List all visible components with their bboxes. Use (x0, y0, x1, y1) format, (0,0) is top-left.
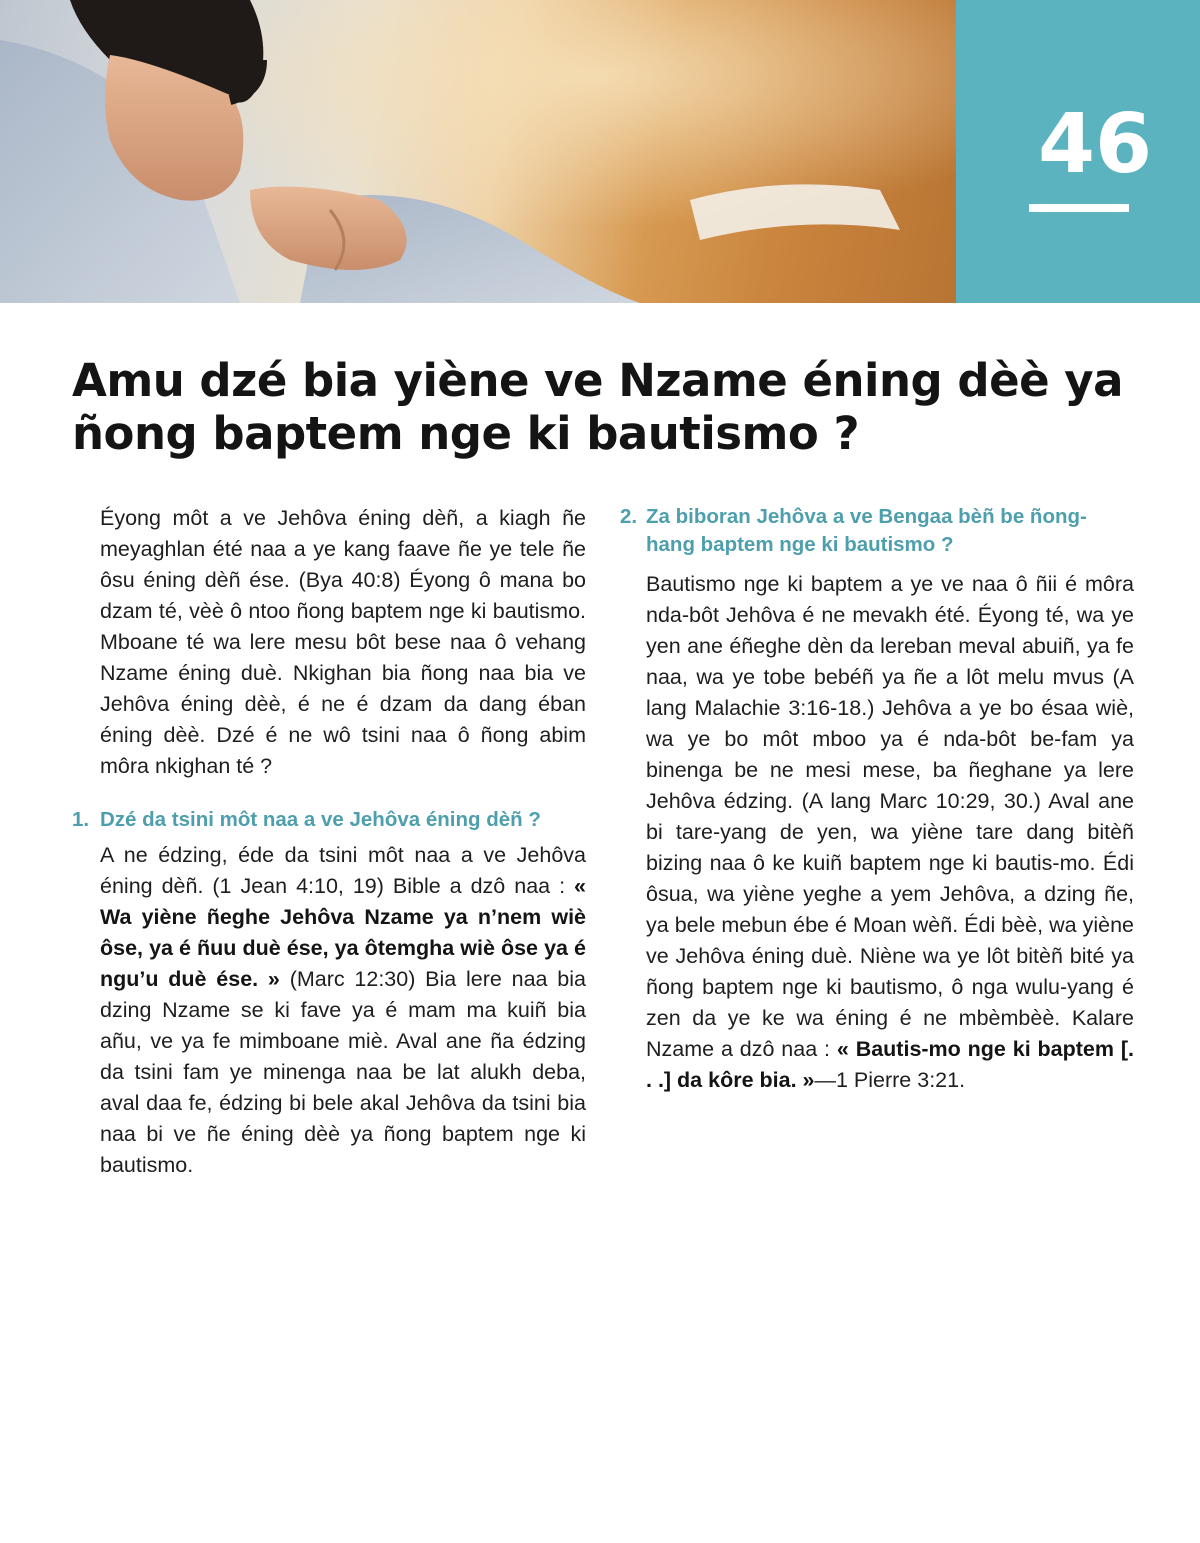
question-1-text: Dzé da tsini môt naa a ve Jehôva éning dèñ ? (100, 808, 541, 831)
chapter-number: 46 (1037, 97, 1153, 192)
question-2-text: Za biboran Jehôva a ve Bengaa bèñ be ñong-hang baptem nge ki bautismo ? (646, 505, 1087, 556)
answer-2-text-before-quote: Bautismo nge ki baptem a ye ve naa ô ñii é môra nda-bôt Jehôva é ne mevakh été. Éyong té, wa ye yen ane éñeghe dèn da lereban meval abuiñ, ya fe naa, wa ye tobe bebéñ ya ñe a lôt melu mvus (A lang Malachie 3:16-18.) Jehôva a ye bo ésaa wiè, wa ye bo môt mboo ya é nda-bôt be-fam ya binenga be ne mesi mese, ba ñeghane ya lere Jehôva édzing. (A lang Marc 10:29, 30.) Aval ane bi tare-yang de yen, wa yiène tare dang bitèñ bizing naa ô ke kuiñ baptem nge ki bautis-mo. Édi ôsua, wa yiène yeghe a yem Jehôva, a dzing ñe, ya bele mebun ébe é Moan wèñ. Édi bèè, wa yiène ve Jehôva éning duè. Niène wa ye lôt bitèñ bité ya ñong baptem nge ki bautismo, ô nga wulu-yang é zen da ye ke wa éning é ne mbèmbèè. Kalare Nzame a dzô naa : (646, 572, 1134, 1061)
question-1-heading (72, 806, 586, 834)
intro-paragraph: Éyong môt a ve Jehôva éning dèñ, a kiagh ñe meyaghlan été naa a ye kang faave ñe ye tele ñe ôsu éning dèñ ése. (Bya 40:8) Éyong ô mana bo dzam té, vèè ô ntoo ñong baptem nge ki bautismo. Mboane té wa lere mesu bôt bese naa ô vehang Nzame éning duè. Nkighan bia ñong naa bia ve Jehôva éning dèè, é ne é dzam da dang éban éning dèè. Dzé é ne wô tsini naa ô ñong abim môra nkighan té ? (100, 506, 586, 778)
answer-2-text-after-quote: —1 Pierre 3:21. (814, 1068, 966, 1092)
question-2-number: 2. (620, 505, 638, 528)
answer-1-text-before-quote: A ne édzing, éde da tsini môt naa a ve Jehôva éning dèñ. (1 Jean 4:10, 19) Bible a dzô naa : (100, 843, 586, 898)
left-column (72, 503, 587, 1181)
chapter-rule (1029, 204, 1129, 212)
page-title: Amu dzé bia yiène ve Nzame éning dèè ya ñong baptem nge ki bautismo ? (72, 354, 1124, 460)
header-photo (0, 0, 956, 303)
answer-1-scripture-quote: « Wa yiène ñeghe Jehôva Nzame ya n’nem wiè ôse, ya é ñuu duè ése, ya ôtemgha wiè ôse ya é ngu’u duè ése. » (100, 874, 587, 991)
question-2-heading (620, 503, 1134, 559)
question-1-number: 1. (72, 808, 90, 831)
praying-man-photo (0, 0, 956, 303)
answer-2-paragraph (646, 569, 1134, 1096)
chapter-number-box (956, 0, 1200, 303)
right-column (620, 503, 1134, 1096)
answer-1-text-after-quote: (Marc 12:30) Bia lere naa bia dzing Nzame se ki fave ya é mam ma kuiñ bia añu, ve ya fe mimboane miè. Aval ane ña édzing da tsini fam ye minenga naa be lat alukh deba, aval daa fe, édzing bi bele akal Jehôva da tsini bia naa bi ve ñe éning dèè ya ñong baptem nge ki bautismo. (100, 967, 586, 1177)
answer-1-paragraph (100, 840, 586, 1181)
answer-2-scripture-quote: « Bautis-mo nge ki baptem [. . .] da kôre bia. » (646, 1037, 1134, 1092)
